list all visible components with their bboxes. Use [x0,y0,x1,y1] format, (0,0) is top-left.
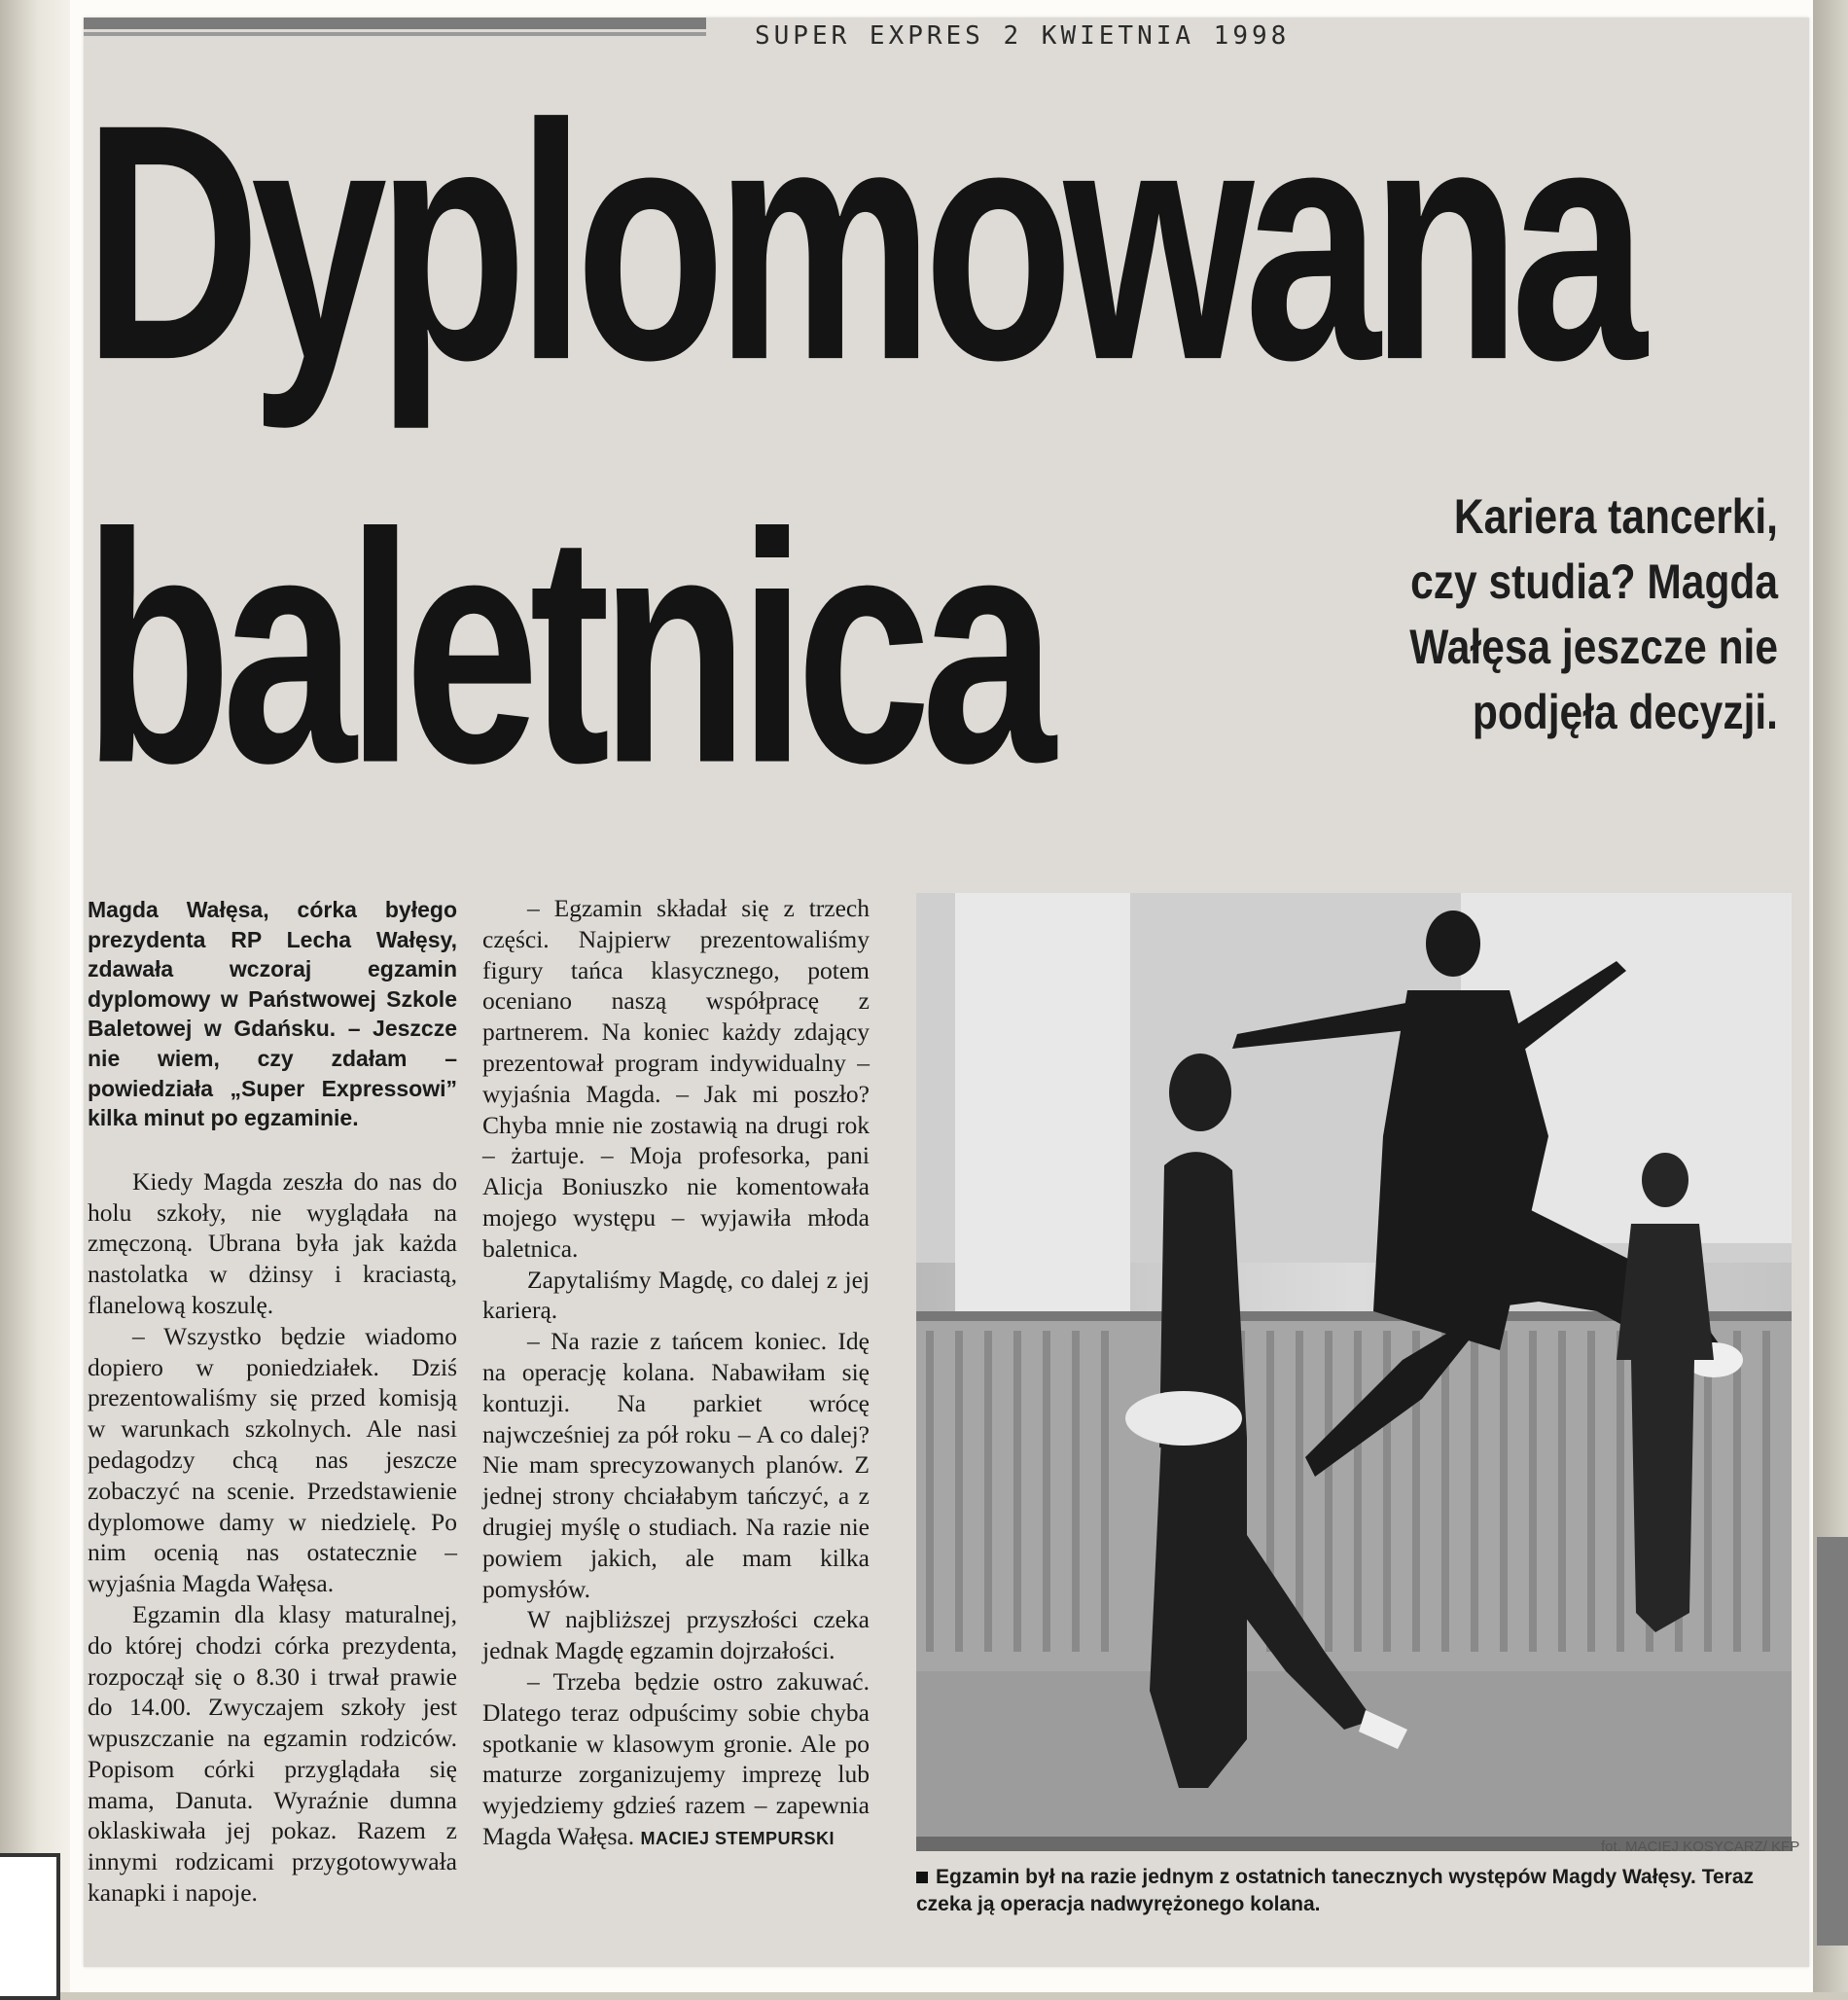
header-rule [84,18,706,29]
ballet-photo [916,893,1792,1851]
newspaper-clipping [84,18,1809,1967]
article-column-1 [88,893,457,1909]
article-lead: Magda Wałęsa, córka byłego prezydenta RP Lecha Wałęsy, zdawała wczoraj egzamin dyplomowy w Państwowej Szkole Baletowej w Gdańsku. – Jeszcze nie wiem, czy zdałam – powiedziała „Super Expressowi” kilka minut po egzaminie. [88,897,457,1131]
deck-subheadline: Kariera tancerki, czy studia? Magda Wałęsa jeszcze nie podjęła decyzji. [1409,489,1778,739]
column2-paragraph [482,1666,870,1855]
photo-credit: fot. MACIEJ KOSYCARZ/ KFP [1601,1839,1800,1855]
byline: MACIEJ STEMPURSKI [640,1828,835,1848]
headline-line-1: Dyplomowana [84,54,1638,430]
column2-paragraph: – Na razie z tańcem koniec. Idę na operację kolana. Nabawiłam się kontuzji. Na parkiet wrócę najwcześniej za pół roku – A co dalej? Nie mam sprecyzowanych planów. Z jednej strony chciałabym tańczyć, a z drugiej myślę o studiach. Na razie nie powiem jakich, ale mam kilka pomysłów. [482,1327,870,1603]
column1-paragraph: – Wszystko będzie wiadomo dopiero w poniedziałek. Dziś prezentowaliśmy się przed komisją w warunkach szkolnych. Ale nasi pedagodzy chcą nas jeszcze zobaczyć na scenie. Przedstawienie dyplomowe damy w niedzielę. Po nim ocenią nas ostatecznie – wyjaśnia Magda Wałęsa. [88,1321,457,1598]
adjacent-clipping-fragment-right [1817,1537,1848,1946]
column2-paragraph: Zapytaliśmy Magdę, co dalej z jej karierą. [482,1265,870,1325]
column2-last-paragraph: – Trzeba będzie ostro zakuwać. Dlatego teraz odpuścimy sobie chyba spotkanie w klasowym gronie. Ale po maturze zorganizujemy imprezę lub wyjedziemy gdzieś razem – zapewnia Magda Wałęsa. [482,1666,870,1850]
caption-text: Egzamin był na razie jednym z ostatnich tanecznych występów Magdy Wałęsy. Teraz czeka ją operacja nadwyrężonego kolana. [916,1866,1755,1915]
photo-caption [916,1864,1782,1918]
ballet-photo-illustration [916,893,1792,1851]
adjacent-page-edge [0,0,70,1992]
column2-paragraph: – Egzamin składał się z trzech części. Najpierw prezentowaliśmy figury tańca klasycznego, potem oceniano naszą współpracę z partnerem. Na koniec każdy zdający prezentował program indywidualny – wyjaśnia Magda. – Jak mi poszło? Chyba mnie nie zostawią na drugi rok – żartuje. – Moja profesorka, pani Alicja Boniuszko nie komentowała mojego występu – wyjawiła młoda baletnica. [482,894,870,1263]
column2-paragraph: W najbliższej przyszłości czeka jednak Magdę egzamin dojrzałości. [482,1605,870,1665]
article-column-2 [482,893,870,1855]
column1-paragraph: Kiedy Magda zeszła do nas do holu szkoły, nie wyglądała na zmęczoną. Ubrana była jak każda nastolatka w dżinsy i kraciastą, flanelową koszulę. [88,1166,457,1319]
handwritten-source-note: SUPER EXPRES 2 KWIETNIA 1998 [755,21,1291,51]
adjacent-clipping-fragment [0,1853,60,2000]
headline-line-2: baletnica [84,464,1047,832]
caption-bullet-icon [916,1872,928,1883]
header-rule-thin [84,32,706,36]
column1-paragraph: Egzamin dla klasy maturalnej, do której chodzi córka prezydenta, rozpoczął się o 8.30 i trwał prawie do 14.00. Zwyczajem szkoły jest wpuszczanie na egzamin rodziców. Popisom córki przyglądała się mama, Danuta. Wyraźnie dumna oklaskiwała jej pokaz. Razem z innymi rodzicami przygotowywała kanapki i napoje. [88,1599,457,1908]
